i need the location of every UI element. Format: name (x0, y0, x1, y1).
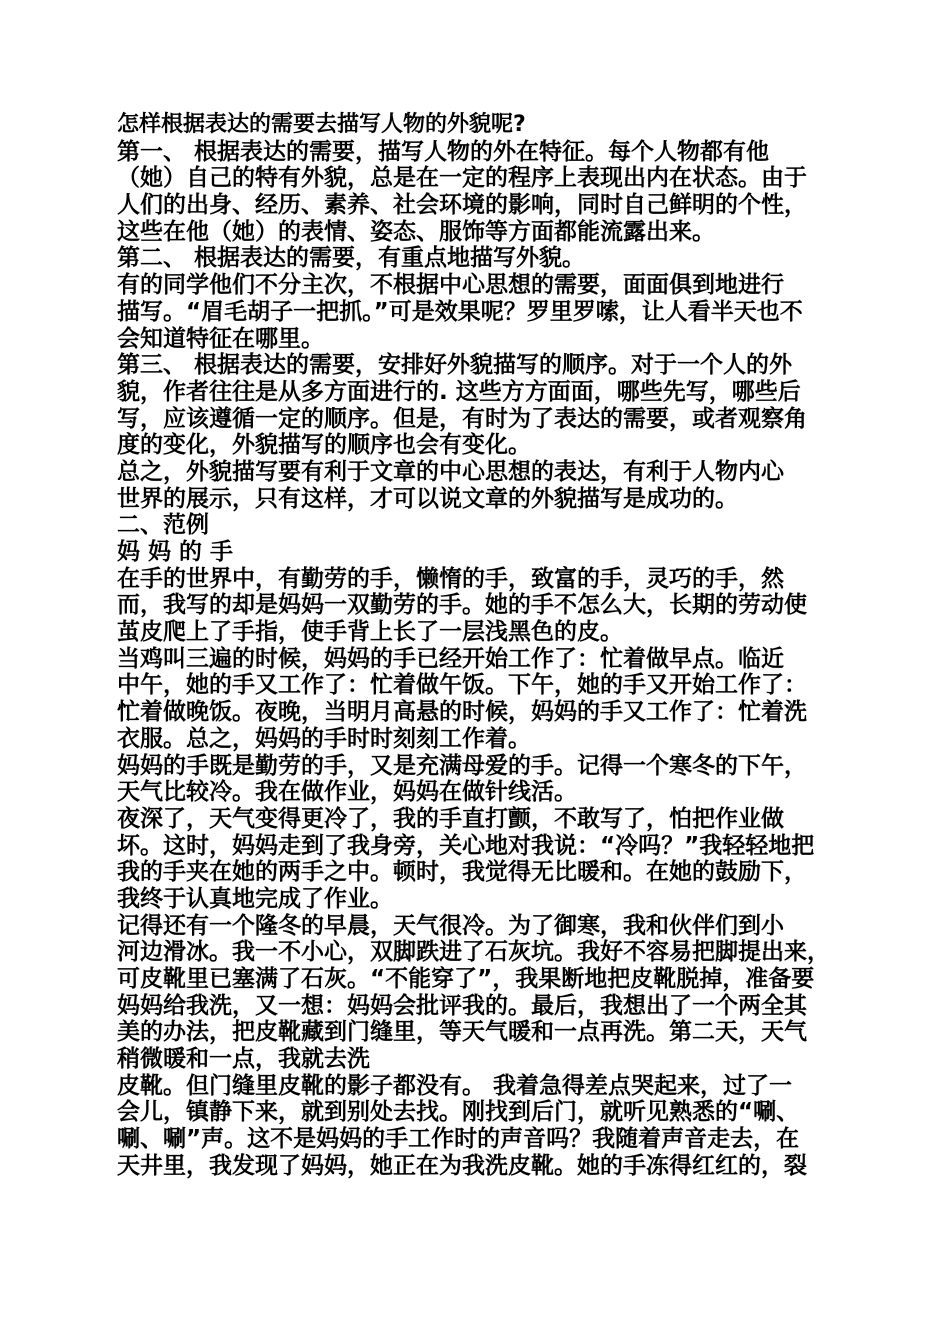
text-line: （她）自己的特有外貌，总是在一定的程序上表现出内在状态。由于 (117, 165, 807, 192)
text-line: 记得还有一个隆冬的早晨，天气很冷。为了御寒，我和伙伴们到小 (117, 912, 784, 939)
text-line: 河边滑冰。我一不小心，双脚跌进了石灰坑。我好不容易把脚提出来， (117, 939, 830, 966)
text-line: 妈妈给我洗，又一想：妈妈会批评我的。最后，我想出了一个两全其 (117, 992, 807, 1019)
text-line: 茧皮爬上了手指，使手背上长了一层浅黑色的皮。 (117, 619, 623, 646)
text-line: 总之，外貌描写要有利于文章的中心思想的表达，有利于人物内心 (117, 458, 784, 485)
text-line: 忙着做晚饭。夜晚，当明月高悬的时候，妈妈的手又工作了：忙着洗 (117, 699, 807, 726)
text-line: 会知道特征在哪里。 (117, 325, 324, 352)
text-line: 第一、 根据表达的需要，描写人物的外在特征。每个人物都有他 (117, 138, 770, 165)
text-line: 第三、 根据表达的需要，安排好外貌描写的顺序。对于一个人的外 (117, 352, 793, 379)
text-line: 天气比较冷。我在做作业，妈妈在做针线活。 (117, 779, 577, 806)
text-line: 稍微暖和一点，我就去洗 (117, 1046, 370, 1073)
text-line: 中午，她的手又工作了：忙着做午饭。下午，她的手又开始工作了： (117, 672, 807, 699)
text-line: 皮靴。但门缝里皮靴的影子都没有。 我着急得差点哭起来，过了一 (117, 1072, 793, 1099)
text-line: 在手的世界中，有勤劳的手，懒惰的手，致富的手，灵巧的手，然 (117, 565, 784, 592)
document-page (117, 112, 837, 1180)
text-line: 妈 妈 的 手 (117, 539, 234, 565)
text-line: 天井里，我发现了妈妈，她正在为我洗皮靴。她的手冻得红红的，裂 (117, 1152, 807, 1179)
text-line: 写，应该遵循一定的顺序。但是，有时为了表达的需要，或者观察角 (117, 405, 807, 432)
text-line: 当鸡叫三遍的时候，妈妈的手已经开始工作了：忙着做早点。临近 (117, 645, 784, 672)
text-line: 貌，作者往往是从多方面进行的. 这些方方面面，哪些先写，哪些后 (117, 378, 801, 405)
text-line: 这些在他（她）的表情、姿态、服饰等方面都能流露出来。 (117, 218, 715, 245)
text-line: 妈妈的手既是勤劳的手，又是充满母爱的手。记得一个寒冬的下午， (117, 752, 807, 779)
text-line: 世界的展示，只有这样，才可以说文章的外貌描写是成功的。 (117, 485, 738, 512)
text-line: 第二、 根据表达的需要，有重点地描写外貌。 (117, 245, 586, 272)
text-line: 会儿，镇静下来，就到别处去找。刚找到后门，就听见熟悉的“唰、 (117, 1099, 800, 1126)
text-line: 衣服。总之，妈妈的手时时刻刻工作着。 (117, 725, 531, 752)
document-heading: 怎样根据表达的需要去描写人物的外貌呢? (117, 112, 526, 137)
text-line: 描写。“眉毛胡子一把抓。”可是效果呢？罗里罗嗦，让人看半天也不 (117, 298, 803, 325)
text-line: 有的同学他们不分主次，不根据中心思想的需要，面面俱到地进行 (117, 272, 784, 299)
text-line: 夜深了，天气变得更冷了，我的手直打颤，不敢写了，怕把作业做 (117, 805, 784, 832)
text-line: 唰、唰”声。这不是妈妈的手工作时的声音吗？我随着声音走去，在 (117, 1126, 800, 1153)
text-line: 二、范例 (117, 512, 209, 539)
text-line: 我的手夹在她的两手之中。顿时，我觉得无比暖和。在她的鼓励下， (117, 859, 807, 886)
text-line: 度的变化，外貌描写的顺序也会有变化。 (117, 432, 531, 459)
text-line: 我终于认真地完成了作业。 (117, 885, 393, 912)
text-line: 可皮靴里已塞满了石灰。“不能穿了”，我果断地把皮靴脱掉，准备要 (117, 966, 815, 992)
text-line: 人们的出身、经历、素养、社会环境的影响，同时自己鲜明的个性， (117, 192, 807, 219)
text-line: 美的办法，把皮靴藏到门缝里，等天气暖和一点再洗。第二天，天气 (117, 1019, 807, 1046)
text-line: 而，我写的却是妈妈一双勤劳的手。她的手不怎么大，长期的劳动使 (117, 592, 807, 619)
text-line: 坏。这时，妈妈走到了我身旁，关心地对我说：“冷吗？”我轻轻地把 (117, 832, 815, 859)
